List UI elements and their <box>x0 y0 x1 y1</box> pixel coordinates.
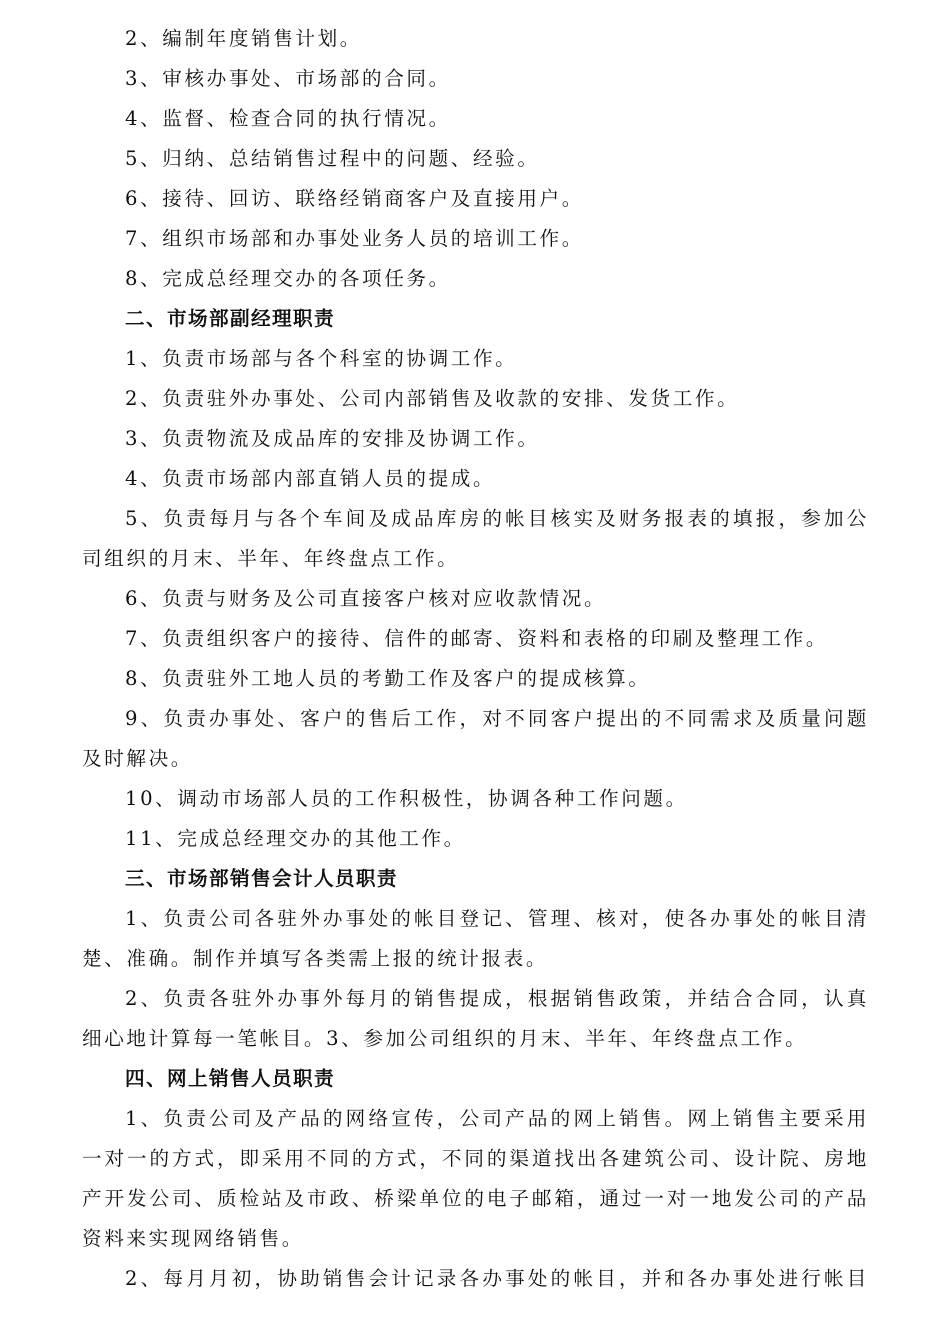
section-heading: 四、网上销售人员职责 <box>125 1067 335 1090</box>
text-line: 细心地计算每一笔帐目。3、参加公司组织的月末、半年、年终盘点工作。 <box>82 1027 808 1050</box>
text-line: 11、完成总经理交办的其他工作。 <box>125 827 466 850</box>
text-line: 2、负责各驻外办事外每月的销售提成，根据销售政策，并结合合同，认真 <box>125 987 868 1010</box>
text-line: 6、负责与财务及公司直接客户核对应收款情况。 <box>125 587 607 610</box>
text-line: 及时解决。 <box>82 747 193 770</box>
text-line: 8、完成总经理交办的各项任务。 <box>125 267 451 290</box>
text-line: 楚、准确。制作并填写各类需上报的统计报表。 <box>82 947 549 970</box>
section-heading: 三、市场部销售会计人员职责 <box>125 867 398 890</box>
text-line: 4、监督、检查合同的执行情况。 <box>125 107 451 130</box>
text-line: 产开发公司、质检站及市政、桥梁单位的电子邮箱，通过一对一地发公司的产品 <box>82 1187 868 1210</box>
text-line: 9、负责办事处、客户的售后工作，对不同客户提出的不同需求及质量问题 <box>125 707 868 730</box>
text-line: 7、组织市场部和办事处业务人员的培训工作。 <box>125 227 584 250</box>
text-line: 1、负责市场部与各个科室的协调工作。 <box>125 347 518 370</box>
text-line: 3、负责物流及成品库的安排及协调工作。 <box>125 427 540 450</box>
section-heading: 二、市场部副经理职责 <box>125 307 335 330</box>
text-line: 5、归纳、总结销售过程中的问题、经验。 <box>125 147 540 170</box>
text-line: 2、每月月初，协助销售会计记录各办事处的帐目，并和各办事处进行帐目 <box>125 1267 868 1290</box>
text-line: 2、编制年度销售计划。 <box>125 27 363 50</box>
text-line: 10、调动市场部人员的工作积极性，协调各种工作问题。 <box>125 787 688 810</box>
text-line: 1、负责公司各驻外办事处的帐目登记、管理、核对，使各办事处的帐目清 <box>125 907 868 930</box>
text-line: 1、负责公司及产品的网络宣传，公司产品的网上销售。网上销售主要采用 <box>125 1107 868 1130</box>
text-line: 6、接待、回访、联络经销商客户及直接用户。 <box>125 187 584 210</box>
text-line: 司组织的月末、半年、年终盘点工作。 <box>82 547 460 570</box>
text-line: 4、负责市场部内部直销人员的提成。 <box>125 467 496 490</box>
text-line: 3、审核办事处、市场部的合同。 <box>125 67 451 90</box>
text-line: 2、负责驻外办事处、公司内部销售及收款的安排、发货工作。 <box>125 387 740 410</box>
text-line: 一对一的方式，即采用不同的方式，不同的渠道找出各建筑公司、设计院、房地 <box>82 1147 868 1170</box>
text-line: 5、负责每月与各个车间及成品库房的帐目核实及财务报表的填报，参加公 <box>125 507 868 530</box>
text-line: 8、负责驻外工地人员的考勤工作及客户的提成核算。 <box>125 667 651 690</box>
text-line: 资料来实现网络销售。 <box>82 1227 304 1250</box>
text-line: 7、负责组织客户的接待、信件的邮寄、资料和表格的印刷及整理工作。 <box>125 627 829 650</box>
